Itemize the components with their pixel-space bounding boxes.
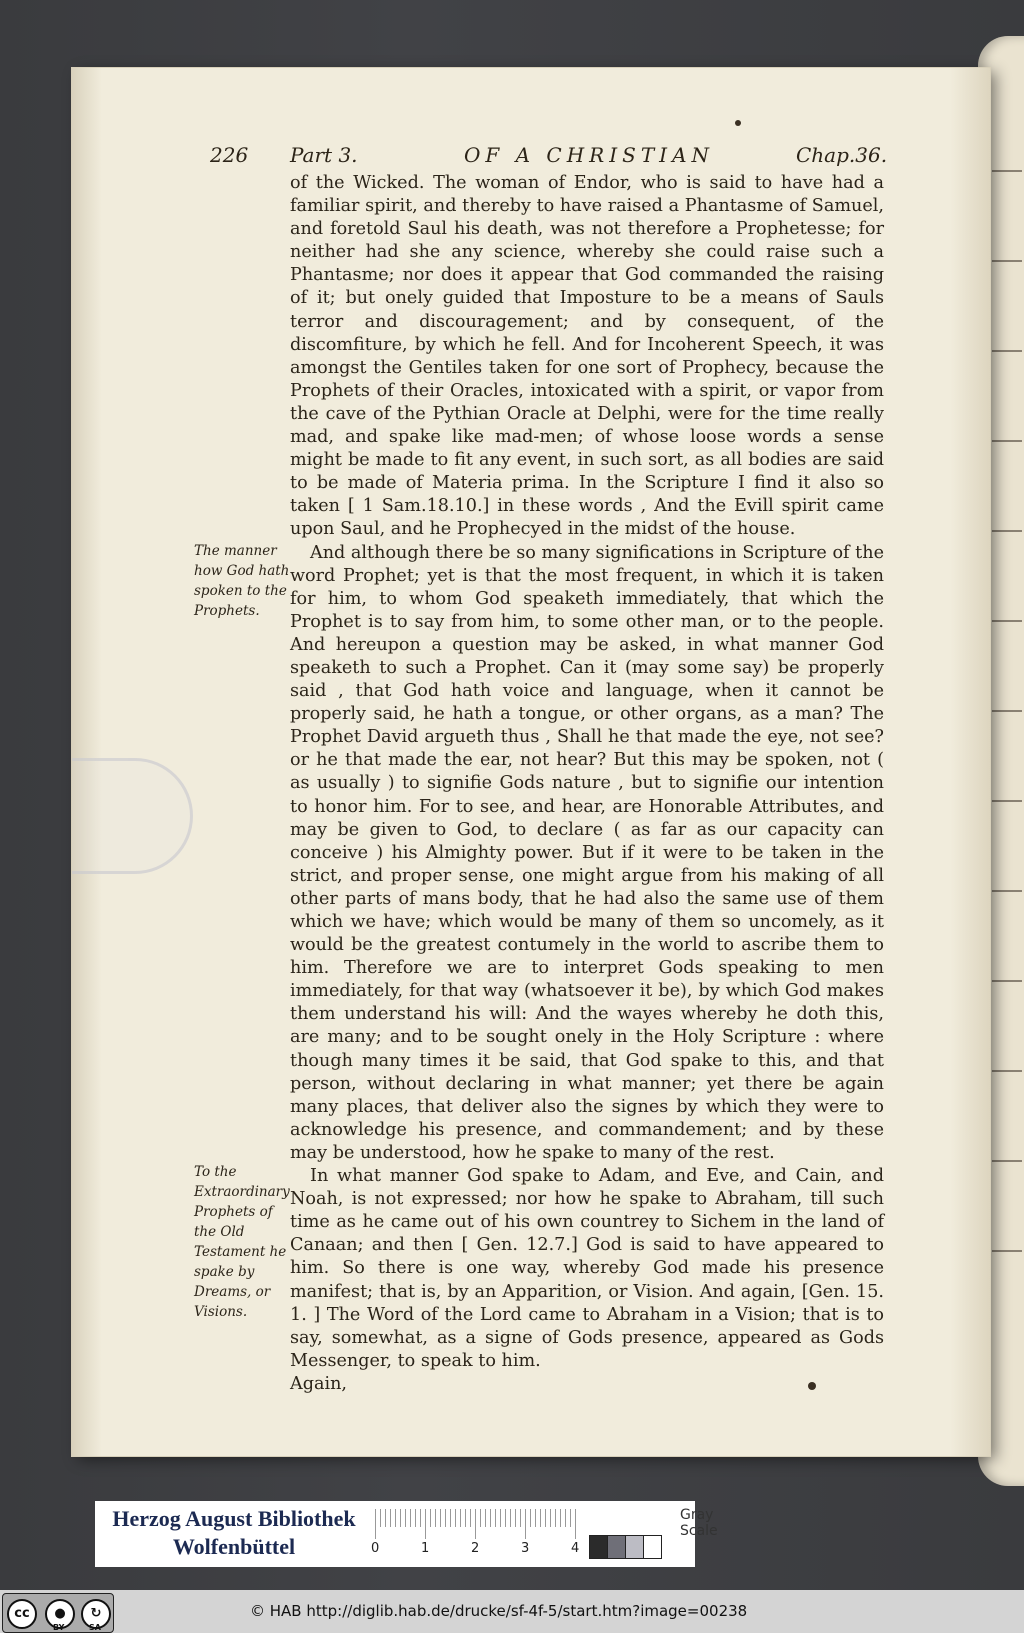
paragraph: of the Wicked. The woman of Endor, who is said to have had a familiar spirit, and thereby to have raised a Phantasme of Samuel, and foretold Saul his death, was not therefore a Prophetesse; for neither had she any science, whereby she could raise such a Phantasme; nor does it appear that God commanded the raising of it; but onely guided that Imposture to be a means of Sauls terror and discouragement; and by consequent, of the discomfiture, by which he fell. And for Incoherent Speech, it was amongst the Gentiles taken for one sort of Prophecy, because the Prophets of their Oracles, intoxicated with a spirit, or vapor from the cave of the Pythian Oracle at Delphi, were for the time really mad, and spake like mad-men; of whose loose words a sense might be made to fit any event, in such sort, as all bodies are said to be made of Materia prima. In the Scripture I find it also so taken [ 1 Sam.18.10.] in these words , And the Evill spirit came upon Saul, and he Prophecyed in the midst of the house. <box>290 173 884 540</box>
scale-tick <box>470 1509 471 1527</box>
signature-mark <box>808 1382 816 1390</box>
body-text <box>290 172 884 1396</box>
gray-swatch <box>589 1535 608 1559</box>
scale-tick <box>405 1509 406 1527</box>
scale-tick-label: 1 <box>421 1541 430 1556</box>
footer-bar <box>0 1590 1024 1633</box>
gray-scale-title: Gray Scale <box>680 1507 718 1539</box>
scale-tick <box>495 1509 496 1527</box>
chapter-label: Chap.36. <box>796 143 888 167</box>
scale-tick <box>445 1509 446 1527</box>
scale-tick-label: 0 <box>371 1541 380 1556</box>
scale-tick <box>550 1509 551 1527</box>
scale-tick <box>430 1509 431 1527</box>
scale-tick <box>575 1509 576 1539</box>
measurement-scale <box>371 1505 718 1561</box>
gray-swatch <box>625 1535 644 1559</box>
license-badge[interactable] <box>2 1593 114 1633</box>
running-title: OF A CHRISTIAN <box>464 143 715 167</box>
scale-tick <box>380 1509 381 1527</box>
scale-tick <box>390 1509 391 1527</box>
page-number: 226 <box>210 143 249 167</box>
scale-tick <box>425 1509 426 1539</box>
gray-swatch <box>643 1535 662 1559</box>
scale-tick <box>510 1509 511 1527</box>
scale-tick <box>435 1509 436 1527</box>
ink-spot <box>735 120 741 126</box>
library-label <box>95 1501 718 1567</box>
scale-tick <box>530 1509 531 1527</box>
scale-tick <box>400 1509 401 1527</box>
paragraph: And although there be so many significations in Scripture of the word Prophet; yet is that the most frequent, in which it is taken for him, to whom God speaketh immediately, that which the Prophet is to say from him, to some other man, or to the people. And hereupon a question may be asked, in what manner God speaketh to such a Prophet. Can it (may some say) be properly said , that God hath voice and language, when it cannot be properly said, he hath a tongue, or other organs, as a man? The Prophet David argueth thus , Shall he that made the eye, not see? or he that made the ear, not hear? But this may be spoken, not ( as usually ) to signifie Gods nature , but to signifie our intention to honor him. For to see, and hear, are Honorable Attributes, and may be given to God, to declare ( as far as our capacity can conceive ) his Almighty power. But if it were to be taken in the strict, and proper sense, one might argue from his making of all other parts of mans body, that he had also the same use of them which we have; which would be many of them so uncomely, as it would be the greatest contumely in the world to ascribe them to him. Therefore we are to interpret Gods speaking to men immediately, for that way (whatsoever it be), by which God makes them understand his will: And the wayes whereby he doth this, are many; and to be sought onely in the Holy Scripture : where though many times it be said, that God spake to this, and that person, without declaring in what manner; yet there be again many places, that deliver also the signes by which they were to acknowledge his presence, and commandement; and by these may be understood, how he spake to many of the rest. <box>290 542 884 1163</box>
scale-tick <box>460 1509 461 1527</box>
catchword: Again, <box>290 1373 348 1394</box>
scale-tick <box>410 1509 411 1527</box>
margin-note: The manner how God hath spoken to the Prophets. <box>194 543 290 619</box>
sa-icon: ↻ <box>81 1599 111 1629</box>
scale-tick <box>560 1509 561 1527</box>
scale-tick <box>545 1509 546 1527</box>
scale-tick <box>420 1509 421 1527</box>
margin-note: To the Extraordinary Prophets of the Old Testament he spake by Dreams, or Visions. <box>194 1164 290 1320</box>
scale-tick <box>520 1509 521 1527</box>
scale-tick <box>440 1509 441 1527</box>
scale-tick <box>525 1509 526 1539</box>
scale-tick <box>455 1509 456 1527</box>
library-name-line: Wolfenbüttel <box>172 1534 296 1559</box>
scale-tick <box>535 1509 536 1527</box>
scale-tick <box>465 1509 466 1527</box>
sa-label: SA <box>89 1623 101 1632</box>
page-header <box>210 143 890 173</box>
cc-icon: cc <box>7 1599 37 1629</box>
scale-tick <box>485 1509 486 1527</box>
gray-swatch <box>607 1535 626 1559</box>
scale-tick <box>375 1509 376 1539</box>
scale-tick-label: 3 <box>521 1541 530 1556</box>
scale-tick <box>565 1509 566 1527</box>
scale-tick-label: 2 <box>471 1541 480 1556</box>
scale-tick <box>415 1509 416 1527</box>
by-icon: ● <box>45 1599 75 1629</box>
scale-tick <box>505 1509 506 1527</box>
part-label: Part 3. <box>290 143 358 167</box>
by-label: BY <box>53 1623 65 1632</box>
scale-tick <box>570 1509 571 1527</box>
footer-credit-link[interactable]: © HAB http://diglib.hab.de/drucke/sf-4f-5/start.htm?image=00238 <box>250 1602 748 1620</box>
scale-tick <box>515 1509 516 1527</box>
scale-tick <box>475 1509 476 1539</box>
library-name <box>109 1505 359 1561</box>
scale-tick <box>385 1509 386 1527</box>
scale-tick <box>490 1509 491 1527</box>
scale-tick <box>395 1509 396 1527</box>
scale-tick <box>480 1509 481 1527</box>
scale-tick <box>540 1509 541 1527</box>
scale-tick <box>555 1509 556 1527</box>
library-name-line: Herzog August Bibliothek <box>112 1506 356 1531</box>
paragraph: In what manner God spake to Adam, and Eve, and Cain, and Noah, is not expressed; nor how he spake to Abraham, till such time as he came out of his own countrey to Sichem in the land of Canaan; and then [ Gen. 12.7.] God is said to have appeared to him. So there is one way, whereby God made his presence manifest; that is, by an Apparition, or Vision. And again, [Gen. 15. 1. ] The Word of the Lord came to Abraham in a Vision; that is to say, somewhat, as a signe of Gods presence, appeared as Gods Messenger, to speak to him. <box>290 1166 884 1371</box>
scale-tick-label: 4 <box>571 1541 580 1556</box>
scale-tick <box>500 1509 501 1527</box>
page-clip <box>72 758 193 874</box>
scale-tick <box>450 1509 451 1527</box>
